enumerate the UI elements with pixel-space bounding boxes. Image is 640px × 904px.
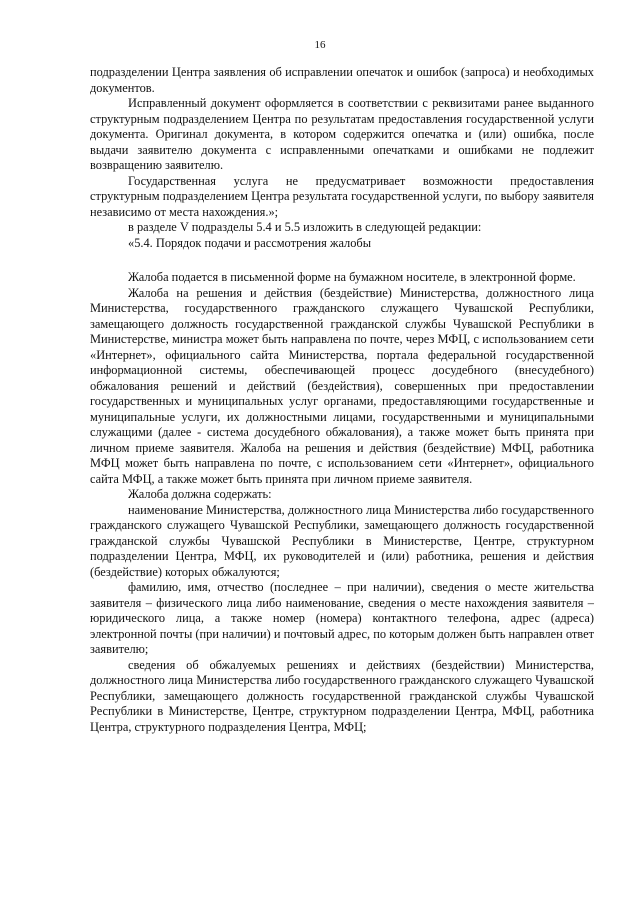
paragraph-continuation: подразделении Центра заявления об исправлении опечаток и ошибок (запроса) и необходимых документов. <box>90 65 594 95</box>
section-heading-5-4: «5.4. Порядок подачи и рассмотрения жалобы <box>128 235 372 250</box>
paragraph-corrected-document: Исправленный документ оформляется в соответствии с реквизитами ранее выданного структурным подразделением Центра по результатам предоставления государственной услуги документа. Оригинал документа, в котором содержится опечатка и (или) ошибка, после выдачи заявителю документа с исправленными опечатками и ошибками не подлежит возвращению заявителю. <box>90 96 594 172</box>
paragraph-complaint-item-decisions: сведения об обжалуемых решениях и действиях (бездействии) Министерства, должностного лица Министерства либо государственного гражданского служащего Чувашской Республики, замещающего должность государственной гражданской службы Чувашской Республики в Министерстве, Центре, структурном подразделении Центра, МФЦ, работника Центра, структурного подразделения Центра, МФЦ; <box>90 657 594 734</box>
paragraph-complaint-item-applicant: фамилию, имя, отчество (последнее – при наличии), сведения о месте жительства заявителя – физического лица либо наименование, сведения о месте нахождения заявителя – юридического лица, а также номер (номера) контактного телефона, адрес (адреса) электронной почты (при наличии) и почтовый адрес, по которым должен быть направлен ответ заявителю; <box>90 580 594 656</box>
paragraph-amendment-instruction: в разделе V подразделы 5.4 и 5.5 изложить в следующей редакции: <box>128 220 482 234</box>
document-body <box>90 65 594 735</box>
blank-line <box>90 251 594 270</box>
page-number: 16 <box>314 39 326 51</box>
paragraph-complaint-contents-intro: Жалоба должна содержать: <box>128 487 272 501</box>
paragraph-complaint-form: Жалоба подается в письменной форме на бумажном носителе, в электронной форме. <box>128 270 576 284</box>
paragraph-complaint-channels: Жалоба на решения и действия (бездействие) Министерства, должностного лица Министерства, государственного гражданского служащего Чувашской Республики, замещающего должность государственной гражданской службы Чувашской Республики в Министерстве, министра может быть направлена по почте, через МФЦ, с использованием сети «Интернет», официального сайта Министерства, портала федеральной государственной информационной системы, обеспечивающей процесс досудебного (внесудебного) обжалования решений и действий (бездействия), совершенных при предоставлении государственных и муниципальных услуг органами, предоставляющими государственные и муниципальные услуги, их должностными лицами, государственными и муниципальными служащими (далее - система досудебного обжалования), а также может быть принята при личном приеме заявителя. Жалоба на решения и действия (бездействие) МФЦ, работника МФЦ может быть направлена по почте, с использованием сети «Интернет», официального сайта МФЦ, а также может быть принята при личном приеме заявителя. <box>90 285 594 486</box>
paragraph-no-extraterritorial: Государственная услуга не предусматривает возможности предоставления структурным подразделением Центра результата государственной услуги, по выбору заявителя независимо от места нахождения.»; <box>90 173 594 219</box>
paragraph-complaint-item-name: наименование Министерства, должностного лица Министерства либо государственного гражданского служащего Чувашской Республики, замещающего должность государственной гражданской службы Чувашской Республики в Министерстве, Центре, структурном подразделении Центра, МФЦ, их руководителей и (или) работника, решения и действия (бездействие) которых обжалуются; <box>90 502 594 579</box>
